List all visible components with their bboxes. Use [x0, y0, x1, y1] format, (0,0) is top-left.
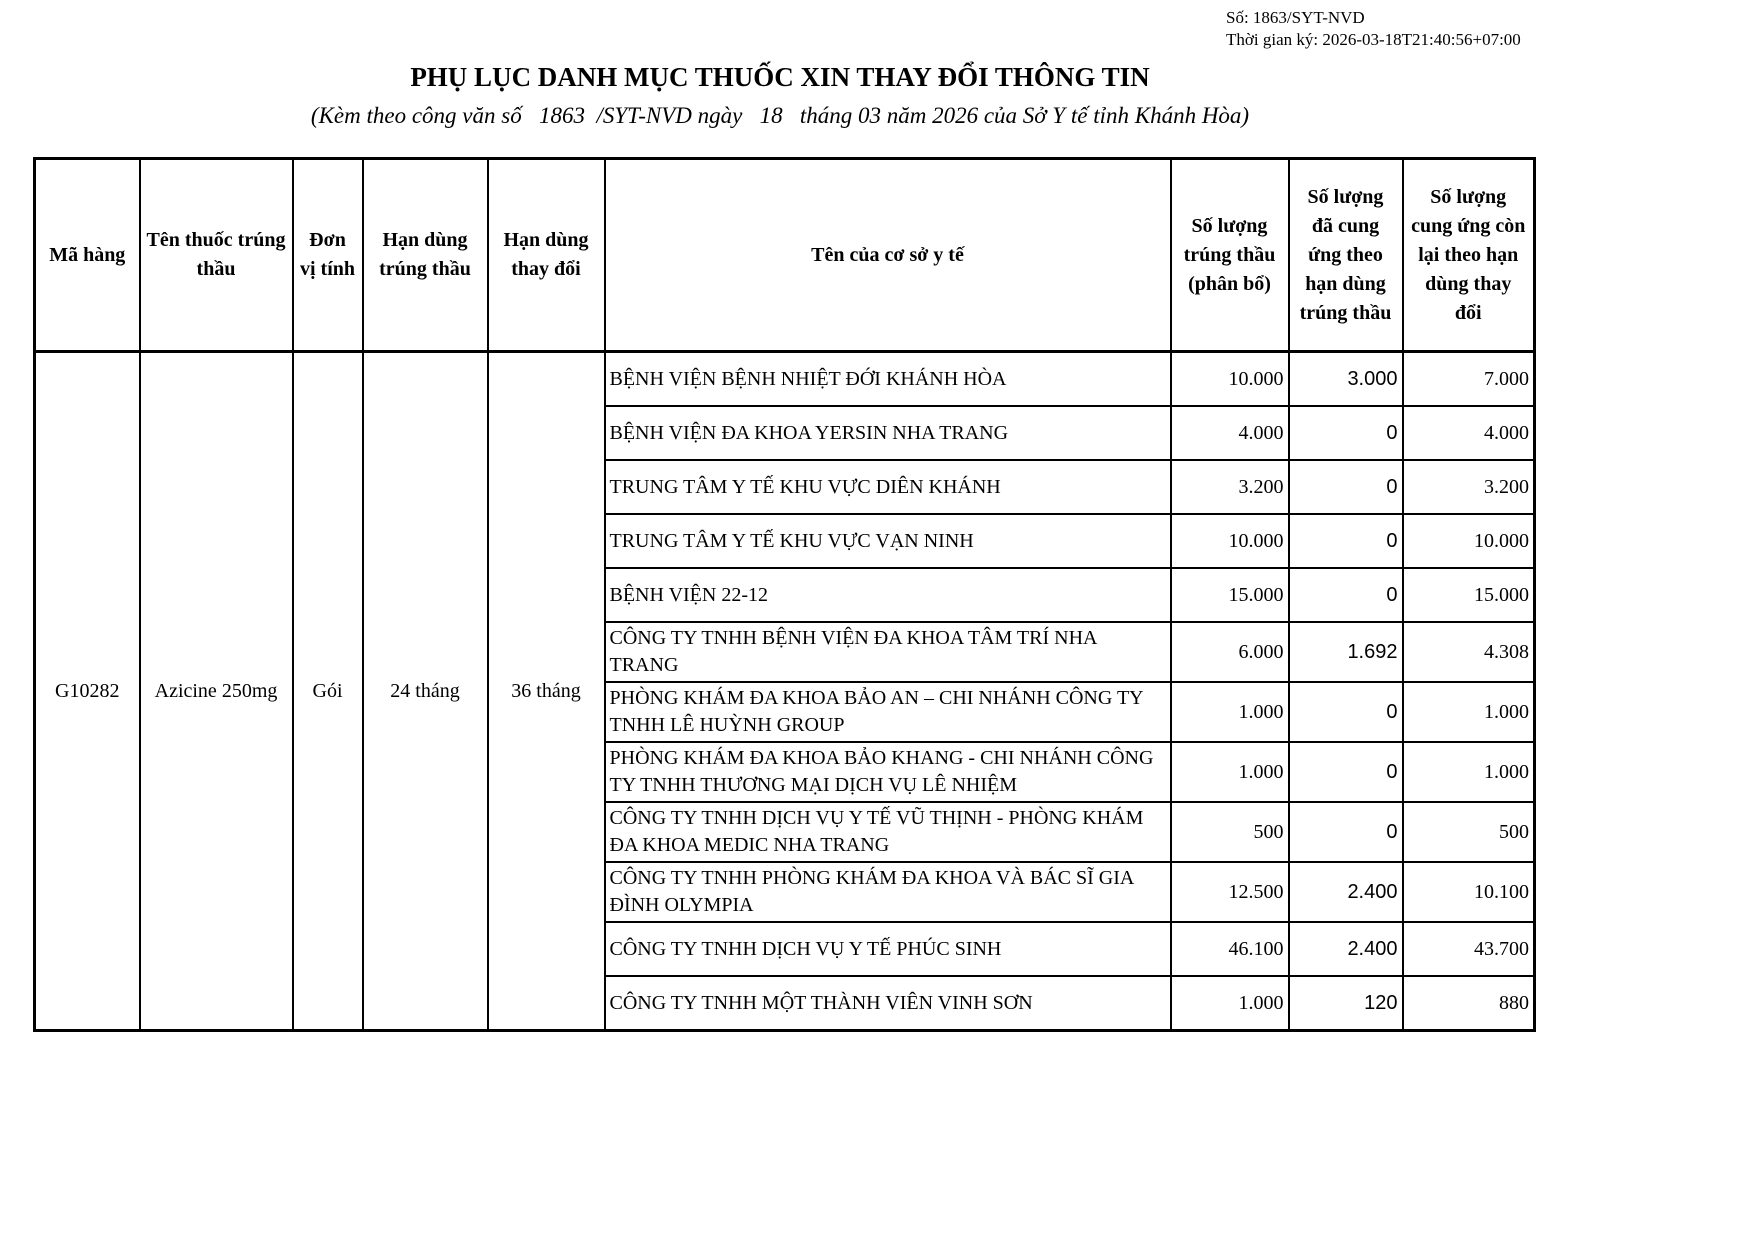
- facility-name: TRUNG TÂM Y TẾ KHU VỰC VẠN NINH: [605, 514, 1171, 568]
- qty-awarded: 6.000: [1171, 622, 1289, 682]
- qty-awarded: 1.000: [1171, 742, 1289, 802]
- qty-awarded: 10.000: [1171, 352, 1289, 407]
- document-number: Số: 1863/SYT-NVD: [1226, 8, 1365, 27]
- table-row: [35, 352, 1535, 407]
- document-meta: [1226, 7, 1521, 51]
- qty-supplied: 0: [1289, 568, 1403, 622]
- header-han-dung-thay-doi: Hạn dùng thay đổi: [488, 159, 605, 352]
- facility-name: CÔNG TY TNHH MỘT THÀNH VIÊN VINH SƠN: [605, 976, 1171, 1031]
- qty-supplied: 0: [1289, 682, 1403, 742]
- qty-remaining: 7.000: [1403, 352, 1535, 407]
- qty-supplied: 120: [1289, 976, 1403, 1031]
- table-header-row: [35, 159, 1535, 352]
- header-ten-thuoc-trung-thau: Tên thuốc trúng thầu: [140, 159, 293, 352]
- qty-awarded: 1.000: [1171, 976, 1289, 1031]
- qty-remaining: 4.308: [1403, 622, 1535, 682]
- qty-supplied: 0: [1289, 406, 1403, 460]
- qty-remaining: 1.000: [1403, 742, 1535, 802]
- facility-name: CÔNG TY TNHH BỆNH VIỆN ĐA KHOA TÂM TRÍ NHA TRANG: [605, 622, 1171, 682]
- facility-name: PHÒNG KHÁM ĐA KHOA BẢO AN – CHI NHÁNH CÔNG TY TNHH LÊ HUỲNH GROUP: [605, 682, 1171, 742]
- facility-name: PHÒNG KHÁM ĐA KHOA BẢO KHANG - CHI NHÁNH CÔNG TY TNHH THƯƠNG MẠI DỊCH VỤ LÊ NHIỆM: [605, 742, 1171, 802]
- facility-name: CÔNG TY TNHH DỊCH VỤ Y TẾ PHÚC SINH: [605, 922, 1171, 976]
- page-title: PHỤ LỤC DANH MỤC THUỐC XIN THAY ĐỔI THÔNG TIN: [410, 62, 1150, 92]
- qty-supplied: 3.000: [1289, 352, 1403, 407]
- qty-supplied: 2.400: [1289, 862, 1403, 922]
- drug-list-table: [33, 157, 1536, 1032]
- header-don-vi-tinh: Đơn vị tính: [293, 159, 363, 352]
- qty-awarded: 500: [1171, 802, 1289, 862]
- qty-remaining: 880: [1403, 976, 1535, 1031]
- qty-remaining: 43.700: [1403, 922, 1535, 976]
- table-body: [35, 352, 1535, 1031]
- qty-awarded: 12.500: [1171, 862, 1289, 922]
- facility-name: CÔNG TY TNHH DỊCH VỤ Y TẾ VŨ THỊNH - PHÒNG KHÁM ĐA KHOA MEDIC NHA TRANG: [605, 802, 1171, 862]
- qty-supplied: 0: [1289, 742, 1403, 802]
- qty-awarded: 15.000: [1171, 568, 1289, 622]
- qty-remaining: 500: [1403, 802, 1535, 862]
- drug-code: G10282: [35, 352, 140, 1031]
- qty-remaining: 3.200: [1403, 460, 1535, 514]
- drug-name: Azicine 250mg: [140, 352, 293, 1031]
- header-so-luong-da-cung-ung: Số lượng đã cung ứng theo hạn dùng trúng thầu: [1289, 159, 1403, 352]
- qty-remaining: 15.000: [1403, 568, 1535, 622]
- header-so-luong-con-lai: Số lượng cung ứng còn lại theo hạn dùng thay đổi: [1403, 159, 1535, 352]
- signature-timestamp: Thời gian ký: 2026-03-18T21:40:56+07:00: [1226, 30, 1521, 50]
- facility-name: BỆNH VIỆN BỆNH NHIỆT ĐỚI KHÁNH HÒA: [605, 352, 1171, 407]
- qty-awarded: 10.000: [1171, 514, 1289, 568]
- drug-shelf-life-changed: 36 tháng: [488, 352, 605, 1031]
- qty-supplied: 0: [1289, 802, 1403, 862]
- qty-supplied: 0: [1289, 460, 1403, 514]
- header-ma-hang: Mã hàng: [35, 159, 140, 352]
- header-han-dung-trung-thau: Hạn dùng trúng thầu: [363, 159, 488, 352]
- drug-shelf-life-awarded: 24 tháng: [363, 352, 488, 1031]
- drug-unit: Gói: [293, 352, 363, 1031]
- facility-name: BỆNH VIỆN 22-12: [605, 568, 1171, 622]
- header-ten-co-so-y-te: Tên của cơ sở y tế: [605, 159, 1171, 352]
- facility-name: BỆNH VIỆN ĐA KHOA YERSIN NHA TRANG: [605, 406, 1171, 460]
- qty-awarded: 4.000: [1171, 406, 1289, 460]
- facility-name: TRUNG TÂM Y TẾ KHU VỰC DIÊN KHÁNH: [605, 460, 1171, 514]
- page-subtitle: (Kèm theo công văn số 1863 /SYT-NVD ngày 18 tháng 03 năm 2026 của Sở Y tế tỉnh Khánh Hòa): [310, 103, 1250, 128]
- qty-supplied: 0: [1289, 514, 1403, 568]
- qty-awarded: 46.100: [1171, 922, 1289, 976]
- qty-remaining: 10.100: [1403, 862, 1535, 922]
- qty-supplied: 1.692: [1289, 622, 1403, 682]
- qty-remaining: 1.000: [1403, 682, 1535, 742]
- facility-name: CÔNG TY TNHH PHÒNG KHÁM ĐA KHOA VÀ BÁC SĨ GIA ĐÌNH OLYMPIA: [605, 862, 1171, 922]
- qty-remaining: 4.000: [1403, 406, 1535, 460]
- qty-awarded: 1.000: [1171, 682, 1289, 742]
- header-so-luong-trung-thau: Số lượng trúng thầu (phân bổ): [1171, 159, 1289, 352]
- qty-supplied: 2.400: [1289, 922, 1403, 976]
- qty-awarded: 3.200: [1171, 460, 1289, 514]
- qty-remaining: 10.000: [1403, 514, 1535, 568]
